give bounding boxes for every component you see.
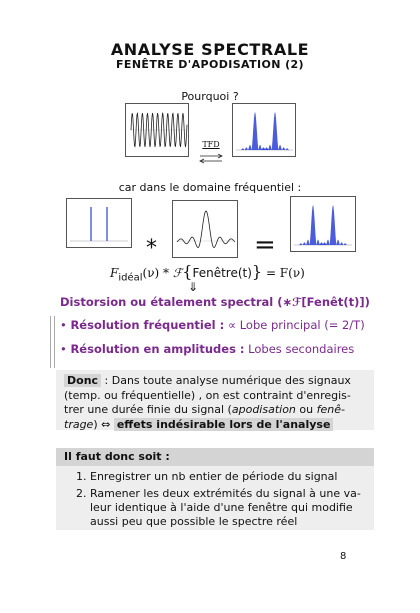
page-title: ANALYSE SPECTRALE [110, 40, 310, 59]
resulting-spectrum-svg [291, 197, 355, 251]
tfd-label: TFD [202, 140, 220, 149]
donc-italic-1: apodisation [231, 403, 296, 416]
conv-symbol: * [163, 266, 170, 280]
bullet-bar [50, 316, 55, 368]
bullet-text: ∝ Lobe principal (= 2/T) [224, 318, 365, 332]
spectrum-plot-top [232, 103, 296, 157]
nu-arg: (ν) [142, 266, 160, 280]
page-subtitle: FENÊTRE D'APODISATION (2) [116, 58, 304, 71]
f-symbol: F [110, 266, 119, 280]
ideal-subscript: idéal [118, 272, 143, 284]
donc-emphasis: effets indésirable lors de l'analyse [114, 418, 334, 431]
ideal-spectrum-svg [67, 199, 131, 247]
window-transform-plot [172, 200, 238, 258]
convolution-formula: $F_{idéal}(\nu)$ * ℱ{Fenêtre(t)} = F(ν) [110, 262, 305, 284]
implies-arrow: ⇓ [188, 280, 199, 294]
solutions-box [56, 448, 374, 530]
swap-arrows-icon [196, 154, 226, 164]
bullet-label: Résolution fréquentiel : [70, 318, 225, 332]
ideal-spectrum-plot [66, 198, 132, 248]
donc-mid: ou [295, 403, 317, 416]
bullet-frequency-resolution: • Résolution fréquentiel : ∝ Lobe principal (= 2/T) [60, 318, 365, 332]
bullet-label: Résolution en amplitudes : [70, 342, 245, 356]
donc-italic-2: fenêtrage [64, 403, 345, 431]
spectrum-top-svg [233, 104, 295, 156]
distortion-heading: Distorsion ou étalement spectral (∗ℱ[Fenêt(t)]) [60, 295, 370, 309]
time-signal-svg [126, 104, 188, 156]
formula-result: = F(ν) [265, 266, 305, 280]
donc-text-1: : Dans toute analyse numérique des signaux (temp. ou fréquentielle) , on est contraint d'enregistrer une durée finie du signal ( [64, 374, 351, 416]
conclusion-box [56, 370, 374, 430]
solution-item: 2. Ramener les deux extrémités du signal à une valeur identique à l'aide d'une fenêtre qui modifie aussi peu que possible le spectre réel [90, 487, 374, 529]
solutions-heading: Il faut donc soit : [56, 448, 374, 466]
window-term: Fenêtre(t) [192, 266, 252, 280]
solutions-list [56, 470, 374, 529]
tfd-arrows [196, 140, 226, 162]
window-transform-svg [173, 201, 237, 257]
fourier-symbol: ℱ [172, 266, 183, 280]
page-number: 8 [340, 551, 347, 562]
convolution-operator: * [146, 236, 157, 261]
solution-item: 1. Enregistrer un nb entier de période du signal [90, 470, 374, 484]
domain-text: car dans le domaine fréquentiel : [118, 181, 302, 194]
bullet-amplitude-resolution: • Résolution en amplitudes : Lobes secondaires [60, 342, 355, 356]
bullet-text: Lobes secondaires [244, 342, 355, 356]
equals-operator: = [254, 230, 276, 260]
donc-keyword: Donc [64, 374, 101, 387]
time-signal-plot [125, 103, 189, 157]
donc-text-2: ) ⇔ [93, 417, 114, 431]
question-text: Pourquoi ? [181, 90, 239, 103]
resulting-spectrum-plot [290, 196, 356, 252]
